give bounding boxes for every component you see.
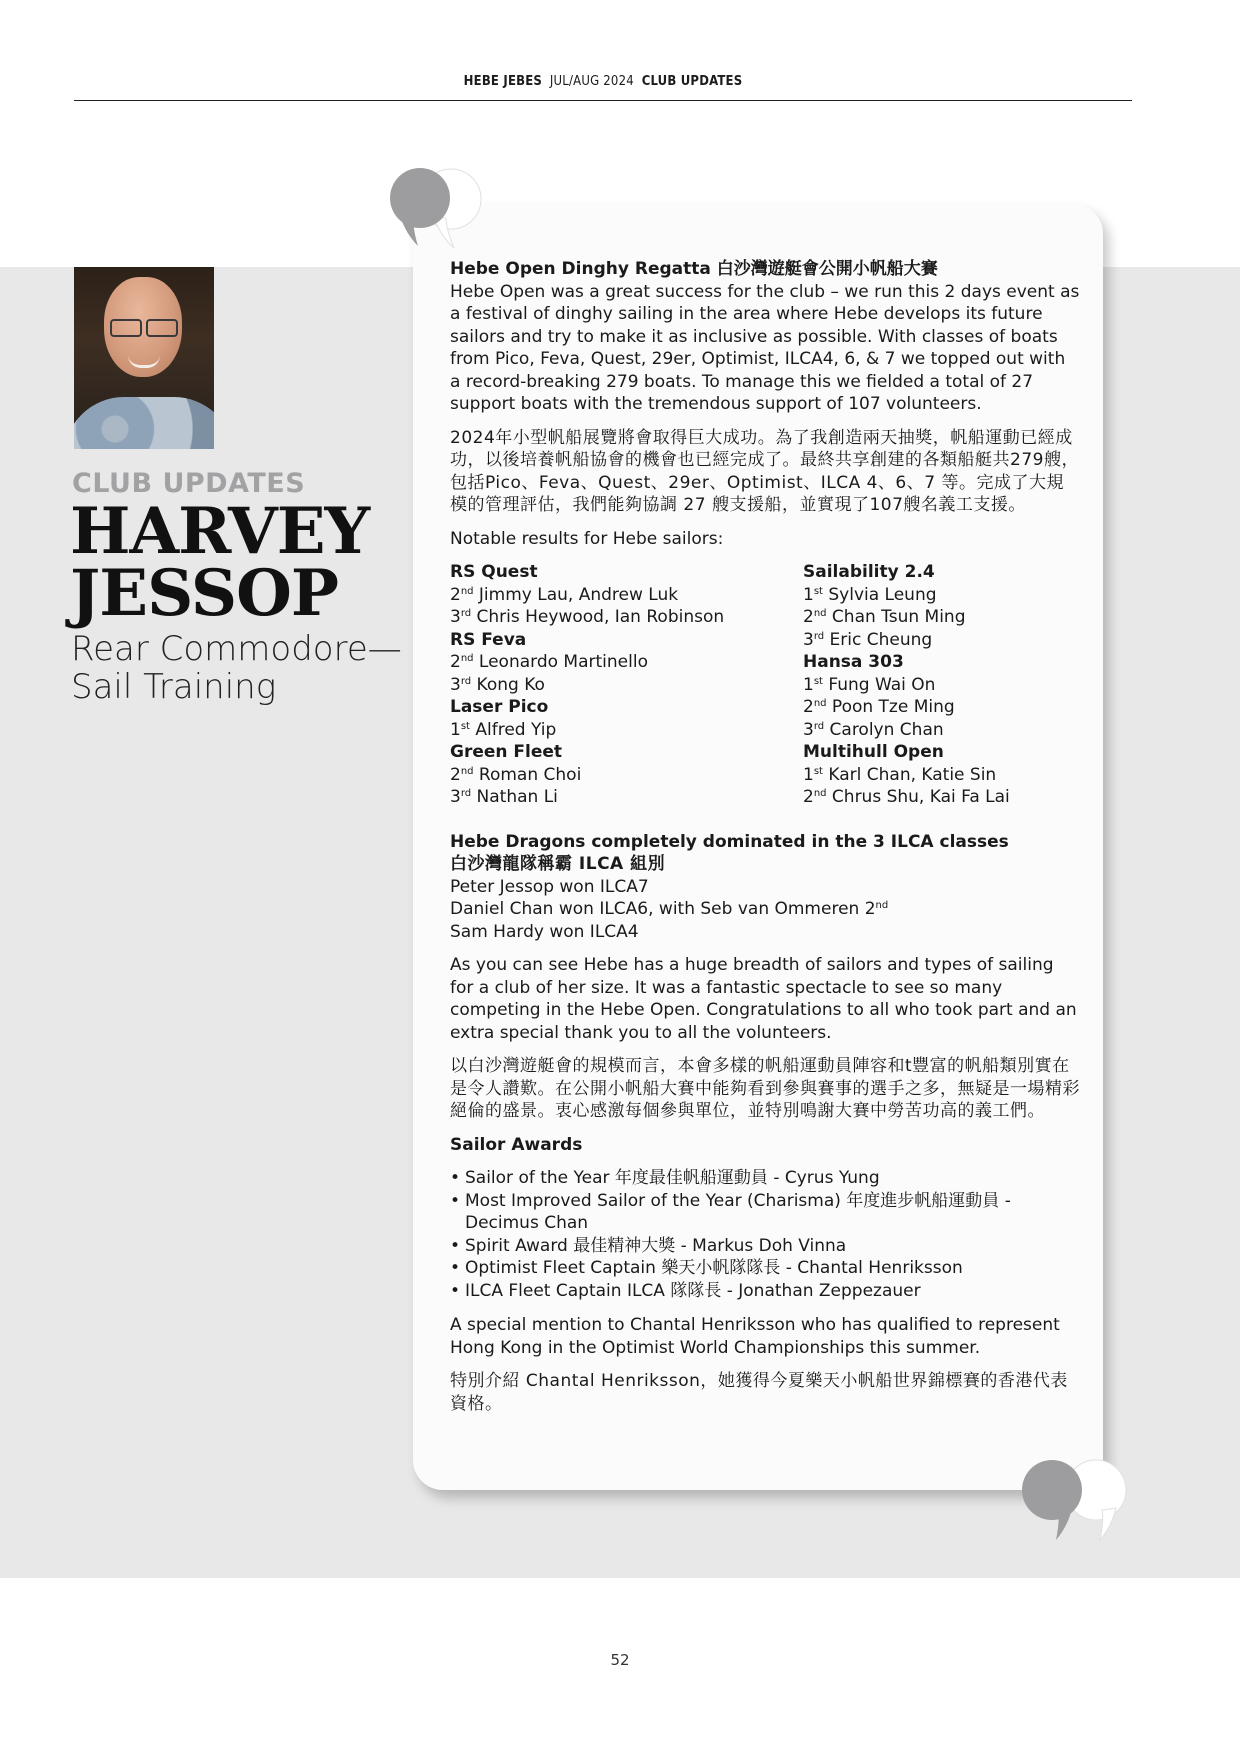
author-first-name: HARVEY bbox=[70, 494, 370, 569]
publication-name: HEBE JEBES bbox=[463, 74, 543, 89]
dragons-title-chinese: 白沙灣龍隊稱霸 ILCA 組別 bbox=[450, 854, 666, 874]
section-label: CLUB UPDATES bbox=[72, 468, 306, 499]
result-entry: 1st Fung Wai On bbox=[803, 674, 936, 695]
dragons-result: Daniel Chan won ILCA6, with Seb van Ommeren 2nd bbox=[450, 899, 889, 919]
header-rule bbox=[74, 100, 1132, 101]
regatta-title: Hebe Open Dinghy Regatta 白沙灣遊艇會公開小帆船大賽 bbox=[450, 259, 938, 279]
dragons-title-english: Hebe Dragons completely dominated in the 3 ILCA classes bbox=[450, 831, 1009, 852]
award-item: • Most Improved Sailor of the Year (Charisma) 年度進步帆船運動員 - Decimus Chan bbox=[450, 1190, 1080, 1235]
page-number: 52 bbox=[610, 1651, 630, 1669]
results-list bbox=[450, 561, 1080, 809]
breadth-chinese: 以白沙灣遊艇會的規模而言，本會多樣的帆船運動員陣容和t豐富的帆船類別實在是令人讚歎。在公開小帆船大賽中能夠看到參與賽事的選手之多，無疑是一場精彩絕倫的盛景。衷心感激每個參與單位，並特別鳴謝大賽中勞苦功高的義工們。 bbox=[450, 1056, 1080, 1121]
issue-date: JUL/AUG 2024 bbox=[549, 74, 634, 89]
intro-english: Hebe Open was a great success for the club – we run this 2 days event as a festival of dinghy sailing in the area where Hebe develops its future sailors and try to make it as inclusive as possible. With classes of boats from Pico, Feva, Quest, 29er, Optimist, ILCA4, 6, & 7 we topped out with a record-breaking 279 boats. To manage this we fielded a total of 27 support boats with the tremendous support of 107 volunteers. bbox=[450, 281, 1080, 414]
mention-chinese: 特別介紹 Chantal Henriksson，她獲得今夏樂天小帆船世界錦標賽的香港代表資格。 bbox=[450, 1371, 1068, 1414]
role-line-2: Sail Training bbox=[71, 667, 277, 707]
result-entry: 3rd Kong Ko bbox=[450, 674, 545, 695]
dragons-result: Peter Jessop won ILCA7 bbox=[450, 876, 649, 897]
awards-list bbox=[450, 1167, 1080, 1302]
result-entry: 3rd Eric Cheung bbox=[803, 629, 933, 650]
result-entry: 1st Karl Chan, Katie Sin bbox=[803, 764, 997, 785]
result-entry: 2nd Roman Choi bbox=[450, 764, 582, 785]
result-class: Green Fleet bbox=[450, 742, 563, 762]
result-entry: 2nd Chrus Shu, Kai Fa Lai bbox=[803, 787, 1010, 807]
result-class: Multihull Open bbox=[803, 742, 944, 762]
result-class: Laser Pico bbox=[450, 697, 549, 717]
role-line-1: Rear Commodore— bbox=[71, 629, 402, 669]
running-header bbox=[74, 74, 1132, 89]
result-class: RS Quest bbox=[450, 562, 538, 582]
author-role bbox=[71, 630, 402, 706]
result-entry: 2nd Poon Tze Ming bbox=[803, 697, 955, 717]
result-entry: 2nd Leonardo Martinello bbox=[450, 652, 648, 672]
article-body bbox=[450, 258, 1080, 1426]
result-entry: 1st Sylvia Leung bbox=[803, 584, 937, 605]
award-item: • Optimist Fleet Captain 樂天小帆隊隊長 - Chantal Henriksson bbox=[450, 1257, 1080, 1280]
result-entry: 3rd Carolyn Chan bbox=[803, 719, 944, 740]
results-intro: Notable results for Hebe sailors: bbox=[450, 528, 724, 549]
result-class: Hansa 303 bbox=[803, 652, 904, 672]
mention-english: A special mention to Chantal Henriksson who has qualified to represent Hong Kong in the Optimist World Championships this summer. bbox=[450, 1315, 1060, 1358]
result-entry: 3rd Chris Heywood, Ian Robinson bbox=[450, 607, 725, 627]
award-item: • Spirit Award 最佳精神大獎 - Markus Doh Vinna bbox=[450, 1235, 1080, 1258]
intro-chinese: 2024年小型帆船展覽將會取得巨大成功。為了我創造兩天抽獎，帆船運動已經成功，以後培養帆船協會的機會也已經完成了。最終共享創建的各類船艇共279艘，包括Pico、Feva、Quest、29er、Optimist、ILCA 4、6、7 等。完成了大規模的管理評估，我們能夠協調 27 艘支援船，並實現了107艘名義工支援。 bbox=[450, 427, 1079, 515]
result-entry: 2nd Chan Tsun Ming bbox=[803, 607, 966, 627]
awards-title: Sailor Awards bbox=[450, 1134, 583, 1155]
breadth-english: As you can see Hebe has a huge breadth of sailors and types of sailing for a club of her size. It was a fantastic spectacle to see so many competing in the Hebe Open. Congratulations to all who took part and an extra special thank you to all the volunteers. bbox=[450, 955, 1077, 1043]
result-entry: 1st Alfred Yip bbox=[450, 719, 557, 740]
result-class: RS Feva bbox=[450, 629, 527, 650]
author-last-name: JESSOP bbox=[70, 556, 338, 631]
close-quote-icon bbox=[1016, 1456, 1128, 1542]
dragons-result: Sam Hardy won ILCA4 bbox=[450, 921, 639, 942]
award-item: • ILCA Fleet Captain ILCA 隊隊長 - Jonathan Zeppezauer bbox=[450, 1280, 1080, 1303]
open-quote-icon bbox=[388, 166, 498, 250]
result-class: Sailability 2.4 bbox=[803, 562, 935, 582]
results-column-left bbox=[450, 561, 803, 809]
award-item: • Sailor of the Year 年度最佳帆船運動員 - Cyrus Yung bbox=[450, 1167, 1080, 1190]
result-entry: 2nd Jimmy Lau, Andrew Luk bbox=[450, 584, 679, 605]
result-entry: 3rd Nathan Li bbox=[450, 787, 558, 807]
header-section: CLUB UPDATES bbox=[641, 74, 743, 89]
author-portrait bbox=[74, 267, 214, 449]
results-column-right bbox=[803, 561, 1080, 809]
